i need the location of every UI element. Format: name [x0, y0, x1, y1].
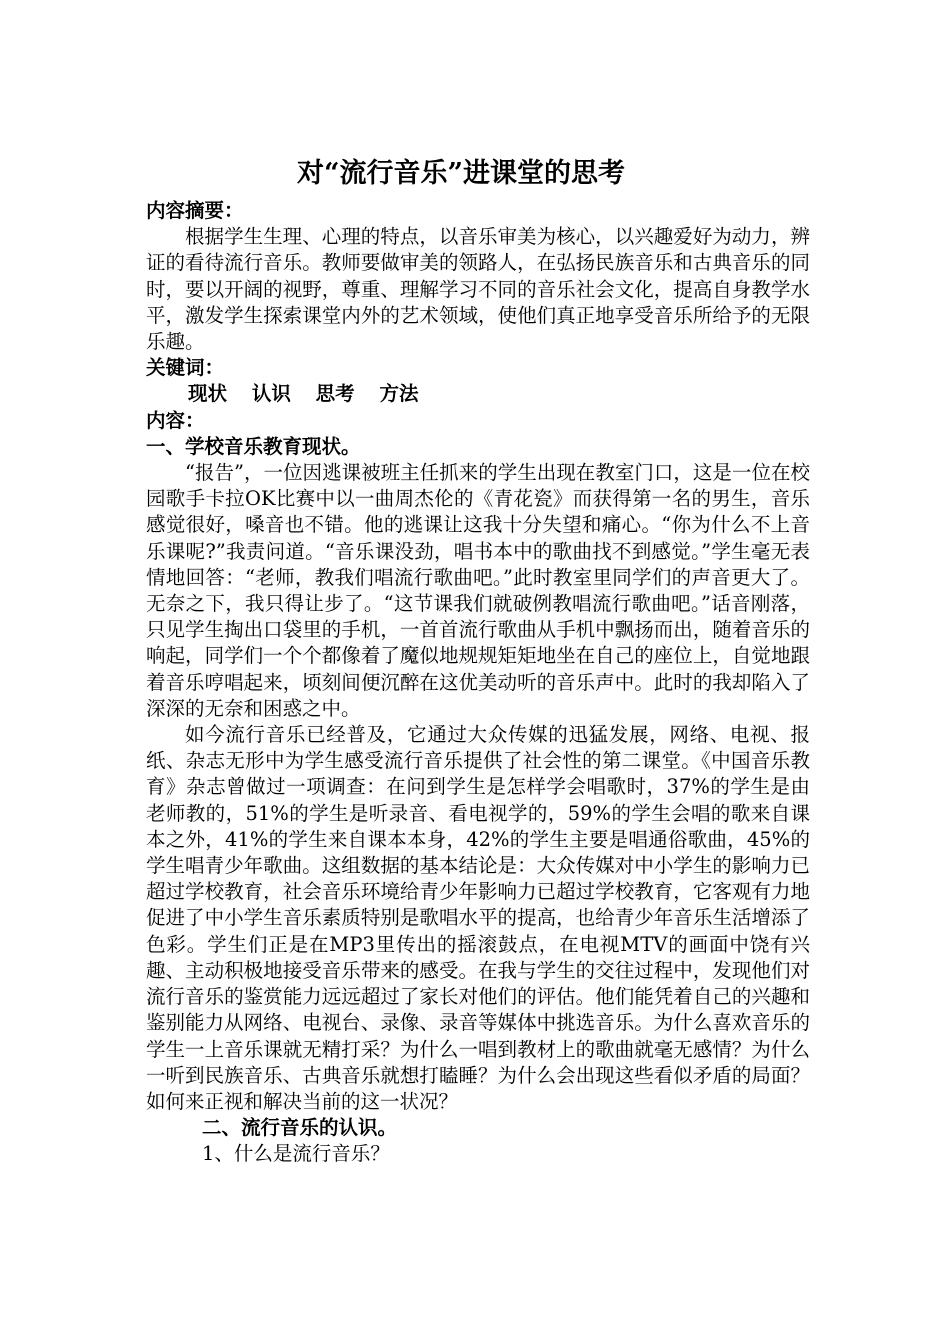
keywords-list: [146, 381, 810, 407]
keywords-label: 关键词：: [146, 356, 225, 380]
section-2-heading: 二、流行音乐的认识。: [202, 1116, 398, 1140]
document-body: [146, 198, 810, 1168]
keyword-item: 认识: [251, 382, 291, 406]
section-1-paragraph: “报告”，一位因逃课被班主任抓来的学生出现在教室门口，这是一位在校园歌手卡拉OK比赛中以一曲周杰伦的《青花瓷》而获得第一名的男生，音乐感觉很好，嗓音也不错。他的逃课让这我十分失望和痛心。“你为什么不上音乐课呢?”我责问道。“音乐课没劲，唱书本中的歌曲找不到感觉。”学生毫无表情地回答：“老师，教我们唱流行歌曲吧。”此时教室里同学们的声音更大了。无奈之下，我只得让步了。“这节课我们就破例教唱流行歌曲吧。”话音刚落，只见学生掏出口袋里的手机，一首首流行歌曲从手机中飘扬而出，随着音乐的响起，同学们一个个都像着了魔似地规规矩矩地坐在自己的座位上，自觉地跟着音乐哼唱起来，顷刻间便沉醉在这优美动听的音乐声中。此时的我却陷入了深深的无奈和困惑之中。: [146, 461, 810, 720]
keyword-item: 方法: [379, 382, 419, 406]
section-2-subheading: 1、什么是流行音乐？: [202, 1142, 390, 1166]
keyword-item: 现状: [188, 382, 228, 406]
keyword-item: 思考: [315, 382, 355, 406]
abstract-text: 根据学生生理、心理的特点，以音乐审美为核心，以兴趣爱好为动力，辨证的看待流行音乐。教师要做审美的领路人，在弘扬民族音乐和古典音乐的同时，要以开阔的视野，尊重、理解学习不同的音乐社会文化，提高自身教学水平，激发学生探索课堂内外的艺术领域，使他们真正地享受音乐所给予的无限乐趣。: [146, 225, 810, 354]
section-1-paragraph: 如今流行音乐已经普及，它通过大众传媒的迅猛发展，网络、电视、报纸、杂志无形中为学生感受流行音乐提供了社会性的第二课堂。《中国音乐教育》杂志曾做过一项调查：在问到学生是怎样学会唱歌时，37%的学生是由老师教的，51%的学生是听录音、看电视学的，59%的学生会唱的歌来自课本之外，41%的学生来自课本本身，42%的学生主要是唱通俗歌曲，45%的学生唱青少年歌曲。这组数据的基本结论是：大众传媒对中小学生的影响力已超过学校教育，社会音乐环境给青少年影响力已超过学校教育，它客观有力地促进了中小学生音乐素质特别是歌唱水平的提高，也给青少年音乐生活增添了色彩。学生们正是在MP3里传出的摇滚鼓点，在电视MTV的画面中饶有兴趣、主动积极地接受音乐带来的感受。在我与学生的交往过程中，发现他们对流行音乐的鉴赏能力远远超过了家长对他们的评估。他们能凭着自己的兴趣和鉴别能力从网络、电视台、录像、录音等媒体中挑选音乐。为什么喜欢音乐的学生一上音乐课就无精打采？为什么一唱到教材上的歌曲就毫无感情？为什么一听到民族音乐、古典音乐就想打瞌睡？为什么会出现这些看似矛盾的局面？如何来正视和解决当前的这一状况？: [146, 723, 810, 1113]
abstract-label: 内容摘要：: [146, 199, 244, 222]
content-label: 内容：: [146, 408, 205, 432]
section-1-heading: 一、学校音乐教育现状。: [146, 434, 361, 458]
document-title: 对“流行音乐”进课堂的思考: [296, 158, 626, 189]
